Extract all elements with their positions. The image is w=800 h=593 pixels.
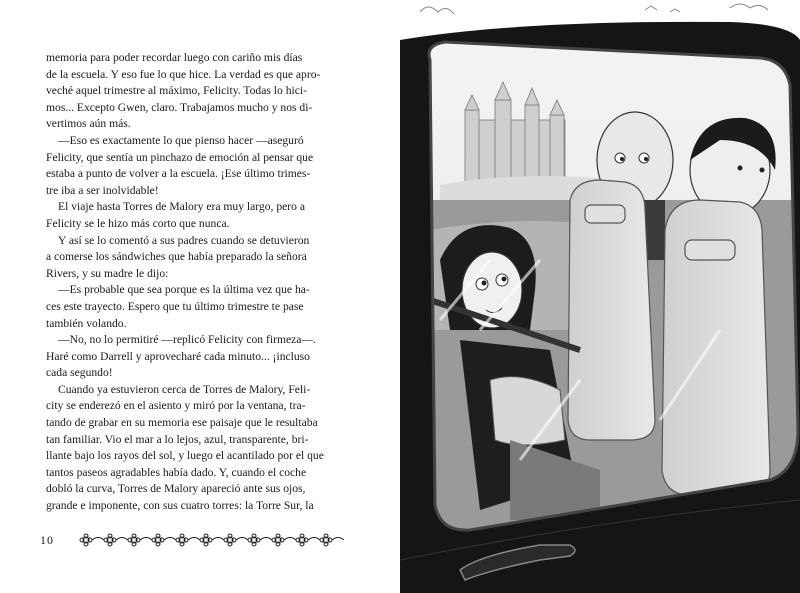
text-line: —Eso es exactamente lo que pienso hacer —aseguró [58,133,304,147]
flower-motif-icon [296,534,320,546]
text-line: a comerse los sándwiches que había preparado la señora [46,250,307,264]
text-line: mos... Excepto Gwen, claro. Trabajamos mucho y nos di- [46,100,313,114]
text-line: memoria para poder recordar luego con cariño mis días [46,51,303,64]
body-text [46,50,358,515]
car-interior-illustration [400,0,800,593]
text-line: vertimos aún más. [46,117,131,131]
text-line: tando de grabar en su memoria ese paisaje que le resultaba [46,416,318,430]
text-line: tre iba a ser inolvidable! [46,183,159,197]
text-line: Cuando ya estuvieron cerca de Torres de Malory, Feli- [58,382,311,396]
flower-motif-icon [248,534,272,546]
text-line: tan familiar. Vio el mar a lo lejos, azul, transparente, bri- [46,432,309,446]
flower-motif-icon [128,534,152,546]
page-footer [40,531,360,551]
flower-motif-icon [152,534,176,546]
text-line: Y así se lo comentó a sus padres cuando se detuvieron [58,233,310,247]
text-line: grande e imponente, con sus cuatro torres: la Torre Sur, la [46,499,314,513]
text-line: de la escuela. Y eso fue lo que hice. La verdad es que apro- [46,67,321,81]
text-line: El viaje hasta Torres de Malory era muy largo, pero a [58,200,305,214]
text-line: dobló la curva, Torres de Malory apareció ante sus ojos, [46,482,306,496]
text-line: Felicity, que sentía un pinchazo de emoción al pensar que [46,150,314,164]
text-line: —No, no lo permitiré —replicó Felicity con firmeza—. [58,333,316,347]
flower-motif-icon [200,534,224,546]
text-line: ces este trayecto. Espero que tu último trimestre te pase [46,299,304,313]
text-line: tantos paseos agradables había dado. Y, cuando el coche [46,465,307,479]
text-line: city se enderezó en el asiento y miró por la ventana, tra- [46,399,306,413]
text-line: Rivers, y su madre le dijo: [46,266,169,280]
flower-motif-icon [320,534,344,546]
page-number: 10 [40,533,54,547]
text-line: llante bajo los rayos del sol, y luego el acantilado por el que [46,449,324,463]
text-line: cada segundo! [46,366,113,380]
text-line: también volando. [46,316,127,330]
text-line: estaba a punto de volver a la escuela. ¡Ese último trimes- [46,167,311,181]
flower-motif-icon [224,534,248,546]
text-line: veché aquel trimestre al máximo, Felicity. Todas lo hici- [46,84,307,98]
flower-motif-icon [80,534,104,546]
illustration-page [400,0,800,593]
floral-ornament-icon [76,531,351,549]
text-line: Haré como Darrell y aprovecharé cada minuto... ¡incluso [46,349,310,363]
text-line: —Es probable que sea porque es la última vez que ha- [58,283,310,297]
text-line: Felicity se le hizo más corto que nunca. [46,216,230,230]
flower-motif-icon [176,534,200,546]
flower-motif-icon [272,534,296,546]
flower-motif-icon [104,534,128,546]
